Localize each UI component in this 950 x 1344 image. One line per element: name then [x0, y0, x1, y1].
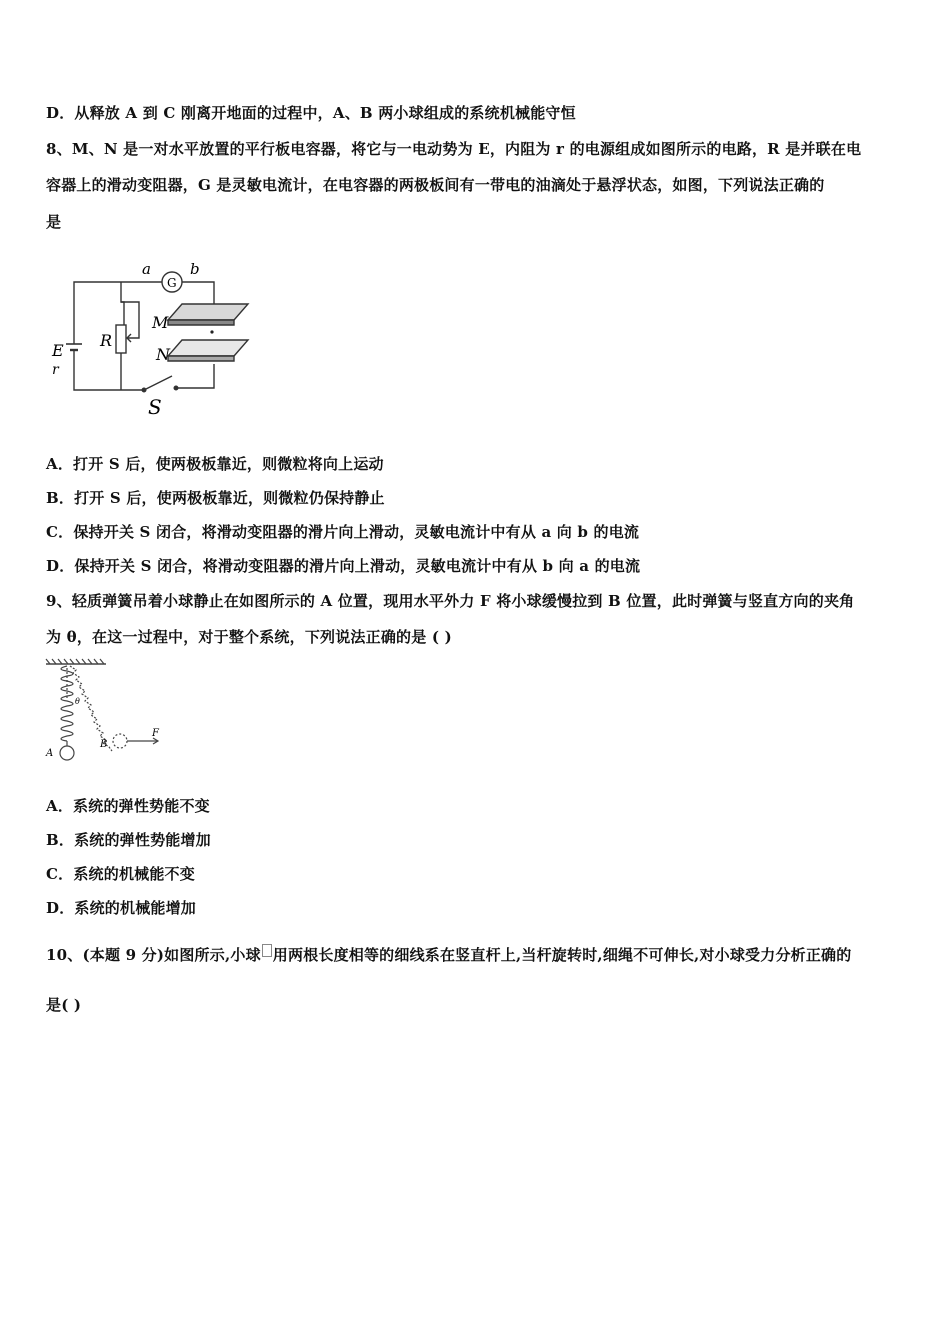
spring-diagram: [44, 658, 174, 768]
label-b: b: [190, 260, 200, 278]
q9-option-d: D．系统的机械能增加: [46, 899, 197, 917]
label-r: R: [100, 331, 113, 350]
q9-option-a: A．系统的弹性势能不变: [46, 797, 210, 815]
q10-stem-post: 用两根长度相等的细线系在竖直杆上,当杆旋转时,细绳不可伸长,对小球受力分析正确的: [272, 946, 852, 964]
q10-stem-pre: 10、(本题 9 分)如图所示,小球: [46, 946, 261, 964]
plate-m-edge: [168, 320, 234, 325]
label-n: N: [156, 345, 170, 364]
q10-stem-line2: 是( ): [46, 996, 82, 1014]
label-g: G: [167, 276, 177, 290]
label-b: B: [100, 739, 108, 750]
q9-option-c: C．系统的机械能不变: [46, 865, 195, 883]
plate-n-edge: [168, 356, 234, 361]
oil-droplet: [210, 330, 213, 333]
q8-circuit-figure: [44, 252, 259, 422]
q8-stem-line3: 是: [46, 213, 62, 231]
q9-stem-line1: 9、轻质弹簧吊着小球静止在如图所示的 A 位置，现用水平外力 F 将小球缓慢拉到 B 位置，此时弹簧与竖直方向的夹角: [46, 592, 855, 610]
switch-blade: [144, 376, 172, 390]
plate-n: [168, 340, 248, 356]
q8-option-c: C．保持开关 S 闭合，将滑动变阻器的滑片向上滑动，灵敏电流计中有从 a 向 b 的电流: [46, 523, 640, 541]
q8-stem-line2: 容器上的滑动变阻器，G 是灵敏电流计，在电容器的两极板间有一带电的油滴处于悬浮状态，如图，下列说法正确的: [46, 176, 825, 194]
plate-m: [168, 304, 248, 320]
wire-top-left: [74, 282, 162, 314]
label-theta: θ: [75, 697, 80, 706]
q9-stem-line2: 为 θ，在这一过程中，对于整个系统，下列说法正确的是 ( ): [46, 628, 452, 646]
label-r-internal: r: [52, 362, 59, 378]
wire-rheostat-top: [121, 282, 124, 325]
label-f: F: [152, 728, 159, 739]
ball-b: [113, 734, 127, 748]
label-s: S: [148, 395, 162, 419]
wire-bottom-right: [176, 364, 214, 388]
wire-bottom-left: [74, 350, 144, 390]
q7-option-d: D．从释放 A 到 C 刚离开地面的过程中，A、B 两小球组成的系统机械能守恒: [46, 104, 576, 122]
q8-option-d: D．保持开关 S 闭合，将滑动变阻器的滑片向上滑动，灵敏电流计中有从 b 向 a 的电流: [46, 557, 641, 575]
q9-spring-figure: [44, 658, 174, 768]
missing-glyph-icon: [262, 944, 272, 957]
q9-option-b: B．系统的弹性势能增加: [46, 831, 211, 849]
q8-stem-line1: 8、M、N 是一对水平放置的平行板电容器，将它与一电动势为 E，内阻为 r 的电源组成如图所示的电路，R 是并联在电: [46, 140, 862, 158]
rheostat-body: [116, 325, 126, 353]
circuit-diagram: [44, 252, 259, 422]
label-m: M: [152, 313, 169, 332]
q10-stem-line1: [46, 944, 851, 965]
ball-a: [60, 746, 74, 760]
q8-option-a: A．打开 S 后，使两极板靠近，则微粒将向上运动: [46, 455, 384, 473]
q8-option-b: B．打开 S 后，使两极板靠近，则微粒仍保持静止: [46, 489, 385, 507]
label-a: A: [46, 748, 54, 759]
label-e: E: [52, 341, 64, 360]
label-a: a: [142, 260, 151, 278]
